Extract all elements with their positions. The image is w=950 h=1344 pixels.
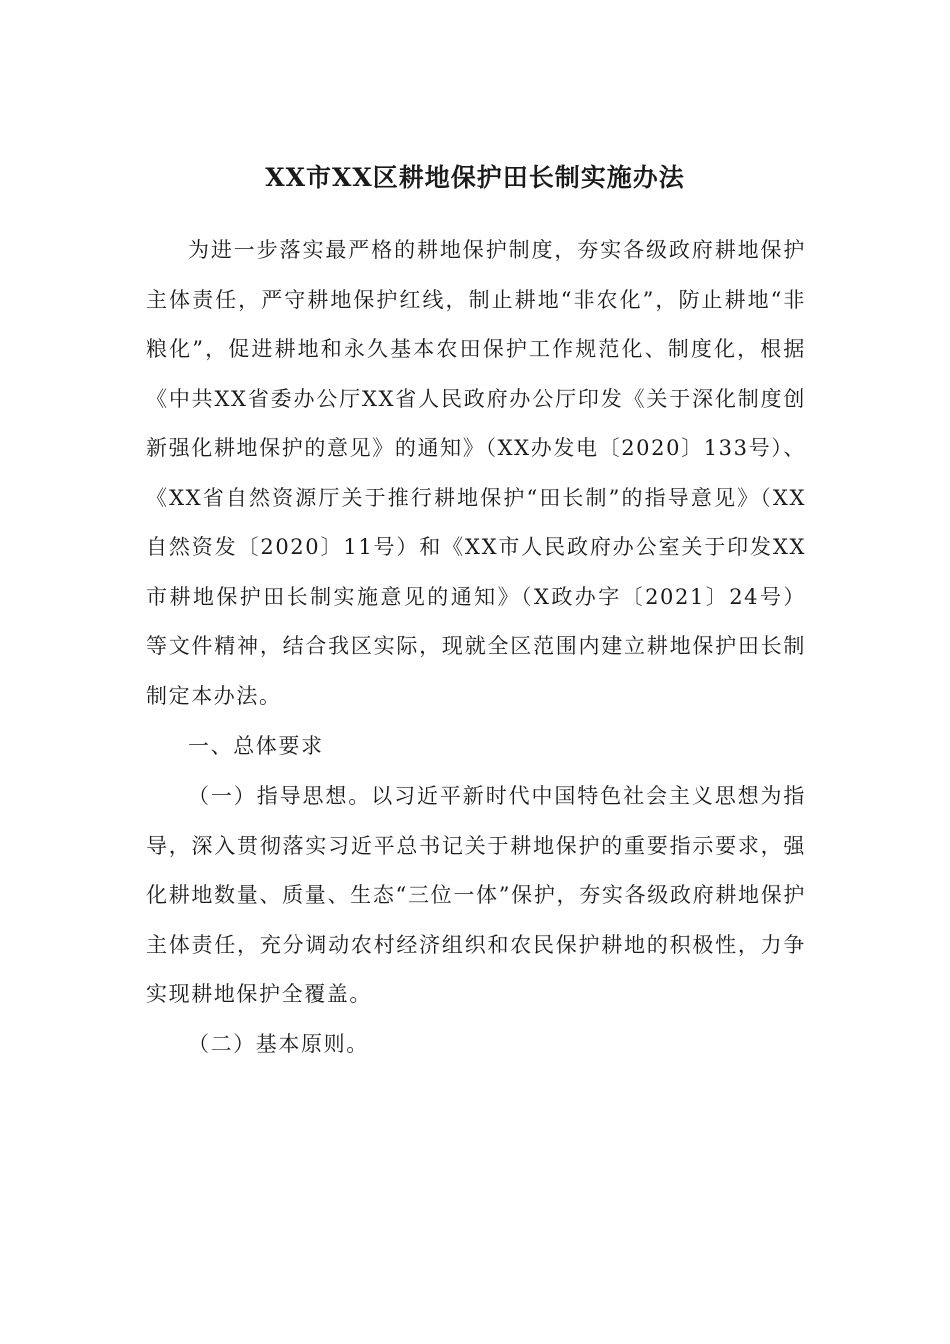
basic-principles-heading: （二）基本原则。 [188,1032,369,1056]
basic-principles-block [146,1020,806,1070]
section-heading-block [146,722,806,772]
section-heading-general-requirements: 一、总体要求 [188,734,324,758]
document-title: XX市XX区耕地保护田长制实施办法 [265,163,685,192]
intro-paragraph: 为进一步落实最严格的耕地保护制度，夯实各级政府耕地保护主体责任，严守耕地保护红线，制止耕地“非农化”，防止耕地“非粮化”，促进耕地和永久基本农田保护工作规范化、制度化，根据《中共XX省委办公厅XX省人民政府办公厅印发《关于深化制度创新强化耕地保护的意见》的通知》（XX办发电〔2020〕133号）、《XX省自然资源厅关于推行耕地保护“田长制”的指导意见》（XX自然资发〔2020〕11号）和《XX市人民政府办公室关于印发XX市耕地保护田长制实施意见的通知》（X政办字〔2021〕24号）等文件精神，结合我区实际，现就全区范围内建立耕地保护田长制制定本办法。 [146,238,806,708]
guiding-ideology-paragraph: （一）指导思想。以习近平新时代中国特色社会主义思想为指导，深入贯彻落实习近平总书记关于耕地保护的重要指示要求，强化耕地数量、质量、生态“三位一体”保护，夯实各级政府耕地保护主体责任，充分调动农村经济组织和农民保护耕地的积极性，力争实现耕地保护全覆盖。 [146,784,806,1006]
intro-paragraph-block [146,226,806,721]
guiding-ideology-block [146,772,806,1020]
